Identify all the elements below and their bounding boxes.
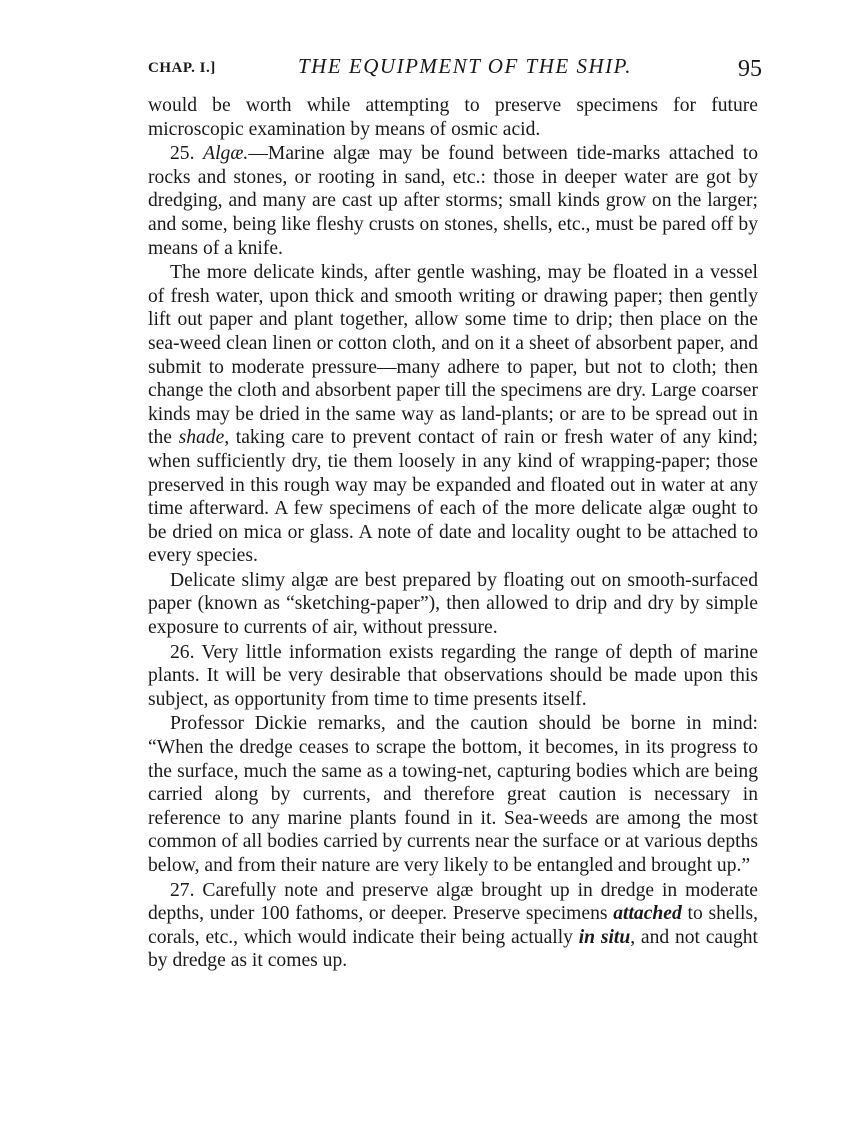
paragraph-depth: 26. Very little information exists regarding the range of depth of marine plants. It will be very desirable that observations should be made upon this subject, as opportunity from time to time presents itself. — [148, 641, 758, 710]
running-head — [148, 52, 764, 86]
emphasis-shade: shade — [178, 427, 225, 449]
paragraph-text: 27. Carefully note and preserve algæ brought up in dredge in moderate depths, under 100 fathoms, or deeper. Preserve specimens — [148, 879, 758, 925]
emphasis-in-situ: in situ — [578, 926, 631, 948]
paragraph-continuation: would be worth while attempting to preserve specimens for future microscopic examination by means of osmic acid. — [148, 95, 758, 140]
paragraph-text: , taking care to prevent contact of rain or fresh water of any kind; when sufficiently dry, tie them loosely in any kind of wrapping-paper; those preserved in this rough way may be expanded and floated out in water at any time afterward. A few specimens of each of the more delicate algæ ought to be dried on mica or glass. A note of date and locality ought to be attached to every species. — [148, 427, 758, 567]
running-title: THE EQUIPMENT OF THE SHIP. — [298, 54, 632, 78]
chapter-label: CHAP. I.] — [148, 60, 216, 76]
body-text — [148, 94, 758, 974]
emphasis-attached: attached — [613, 903, 682, 925]
paragraph-delicate-kinds — [148, 261, 758, 568]
paragraph-dickie-quote: Professor Dickie remarks, and the caution should be borne in mind: “When the dredge ceases to scrape the bottom, it becomes, in its progress to the surface, much the same as a towing-net, capturing bodies which are being carried along by currents, and therefore great caution is necessary in reference to any marine plants found in it. Sea-weeds are among the most common of all bodies carried by currents near the surface or at various depths below, and from their nature are very likely to be entangled and brought up.” — [148, 713, 758, 876]
paragraph-text: —Marine algæ may be found between tide-marks attached to rocks and stones, or rooting in sand, etc.: those in deeper water are got by dredging, and many are cast up after storms; small kinds grow on the larger; and some, being like fleshy crusts on stones, shells, etc., must be pared off by means of a knife. — [148, 143, 758, 259]
paragraph-algae — [148, 142, 758, 260]
paragraph-preserve — [148, 879, 758, 973]
paragraph-text: to shells, corals, etc., which would indicate their being actually — [148, 903, 758, 948]
page-number: 95 — [738, 56, 762, 82]
paragraph-slimy-algae: Delicate slimy algæ are best prepared by floating out on smooth-surfaced paper (known as “sketching-paper”), then allowed to drip and dry by simple exposure to currents of air, without pressure. — [148, 569, 758, 639]
section-heading: Algæ. — [203, 143, 249, 165]
paragraph-text: The more delicate kinds, after gentle washing, may be floated in a vessel of fresh water, upon thick and smooth writing or drawing paper; then gently lift out paper and plant together, allow some time to drip; then place on the sea-weed clean linen or cotton cloth, and on it a sheet of absorbent paper, and submit to moderate pressure—many adhere to paper, but not to cloth; then change the cloth and absorbent paper till the specimens are dry. Large coarser kinds may be dried in the same way as land-plants; or are to be spread out in the — [148, 262, 758, 449]
section-number: 25. — [170, 143, 195, 165]
paragraph-text: , and not caught by dredge as it comes up. — [148, 926, 758, 972]
